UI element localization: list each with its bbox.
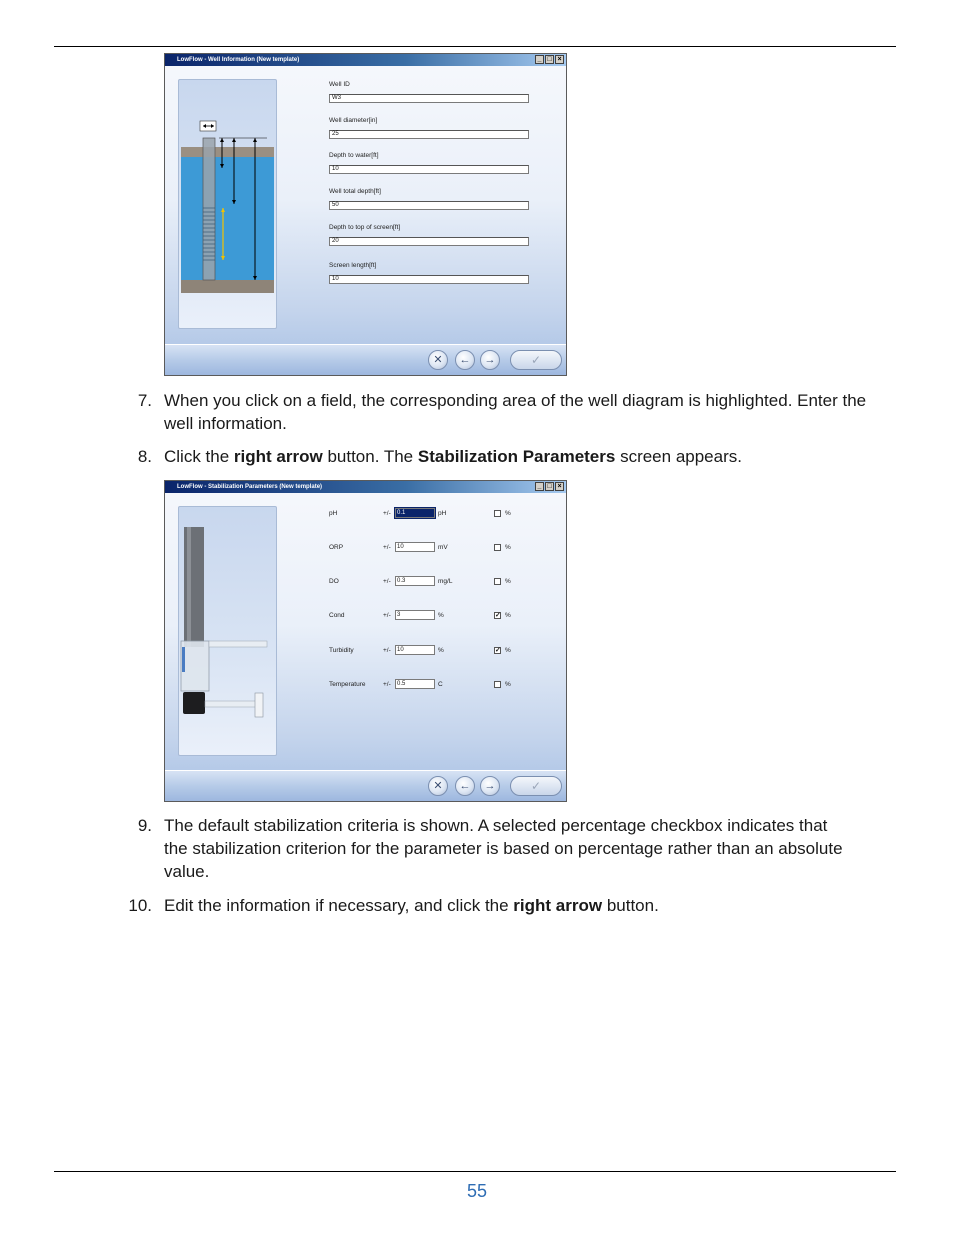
param-unit: pH — [438, 510, 447, 517]
close-button[interactable]: × — [555, 482, 564, 491]
temperature-tolerance-input[interactable]: 0.5 — [395, 679, 435, 689]
ph-tolerance-input[interactable]: 0.1 — [395, 508, 435, 518]
probe-image — [179, 507, 276, 755]
well-diagram — [179, 80, 276, 328]
percent-label: % — [505, 544, 511, 551]
depth-to-screen-input[interactable]: 20 — [329, 237, 529, 246]
param-name: ORP — [329, 544, 344, 551]
well-information-dialog — [164, 53, 567, 376]
param-row-temperature — [329, 679, 519, 691]
footer-rule — [54, 1171, 896, 1172]
arrow-left-icon[interactable]: ← — [455, 776, 475, 796]
arrow-right-icon[interactable]: → — [480, 350, 500, 370]
dialog-button-bar — [165, 344, 566, 375]
step-text: The default stabilization criteria is shown. A selected percentage checkbox indicates that the stabilization criterion for the parameter is based on percentage rather than an absolute value. — [164, 816, 843, 881]
percent-label: % — [505, 681, 511, 688]
param-row-do — [329, 576, 519, 588]
step-text: When you click on a field, the corresponding area of the well diagram is highlighted. Enter the well information. — [164, 391, 867, 433]
probe-image-panel — [178, 506, 277, 756]
dialog-title: LowFlow - Stabilization Parameters (New template) — [165, 481, 566, 493]
cond-percent-checkbox[interactable]: ✓ — [495, 612, 501, 619]
param-unit: % — [438, 612, 444, 619]
orp-percent-checkbox[interactable] — [494, 544, 501, 551]
maximize-button[interactable]: □ — [545, 55, 554, 64]
arrow-left-icon[interactable]: ← — [455, 350, 475, 370]
step-number: 10. — [128, 896, 152, 915]
header-rule — [54, 46, 896, 47]
field-label: Well ID — [329, 81, 350, 88]
param-name: pH — [329, 510, 338, 517]
param-row-cond — [329, 610, 519, 622]
param-name: Turbidity — [329, 647, 354, 654]
minimize-button[interactable]: _ — [535, 482, 544, 491]
param-unit: mg/L — [438, 578, 453, 585]
param-name: Cond — [329, 612, 345, 619]
well-diameter-input[interactable]: 25 — [329, 130, 529, 139]
turbidity-percent-checkbox[interactable]: ✓ — [495, 647, 501, 654]
plusminus-label: +/- — [383, 510, 391, 517]
check-icon[interactable]: ✓ — [510, 350, 562, 370]
field-label: Depth to top of screen[ft] — [329, 224, 401, 231]
well-id-input[interactable]: W3 — [329, 94, 529, 103]
param-name: DO — [329, 578, 339, 585]
ph-percent-checkbox[interactable] — [494, 510, 501, 517]
stabilization-parameters-dialog — [164, 480, 567, 802]
param-unit: C — [438, 681, 443, 688]
field-label: Screen length[ft] — [329, 262, 377, 269]
param-unit: mV — [438, 544, 448, 551]
plusminus-label: +/- — [383, 612, 391, 619]
percent-label: % — [505, 510, 511, 517]
well-diagram-panel — [178, 79, 277, 329]
screen-length-input[interactable]: 10 — [329, 275, 529, 284]
field-label: Well diameter[in] — [329, 117, 378, 124]
maximize-button[interactable]: □ — [545, 482, 554, 491]
orp-tolerance-input[interactable]: 10 — [395, 542, 435, 552]
depth-to-water-input[interactable]: 10 — [329, 165, 529, 174]
field-label: Depth to water[ft] — [329, 152, 379, 159]
percent-label: % — [505, 578, 511, 585]
plusminus-label: +/- — [383, 544, 391, 551]
well-total-depth-input[interactable]: 50 — [329, 201, 529, 210]
close-button[interactable]: × — [555, 55, 564, 64]
param-unit: % — [438, 647, 444, 654]
cancel-icon[interactable]: ✕ — [428, 776, 448, 796]
minimize-button[interactable]: _ — [535, 55, 544, 64]
cond-tolerance-input[interactable]: 3 — [395, 610, 435, 620]
param-row-turbidity — [329, 645, 519, 657]
plusminus-label: +/- — [383, 681, 391, 688]
window-controls — [535, 55, 564, 64]
dialog-button-bar — [165, 770, 566, 801]
check-icon[interactable]: ✓ — [510, 776, 562, 796]
field-label: Well total depth[ft] — [329, 188, 381, 195]
step-number: 9. — [137, 816, 152, 835]
do-percent-checkbox[interactable] — [494, 578, 501, 585]
param-row-orp — [329, 542, 519, 554]
step-number: 7. — [137, 391, 152, 410]
percent-label: % — [505, 612, 511, 619]
percent-label: % — [505, 647, 511, 654]
cancel-icon[interactable]: ✕ — [428, 350, 448, 370]
turbidity-tolerance-input[interactable]: 10 — [395, 645, 435, 655]
param-row-ph — [329, 508, 519, 520]
step-text: Click the right arrow button. The Stabilization Parameters screen appears. — [164, 447, 742, 466]
window-controls — [535, 482, 564, 491]
temperature-percent-checkbox[interactable] — [494, 681, 501, 688]
arrow-right-icon[interactable]: → — [480, 776, 500, 796]
dialog-title: LowFlow - Well Information (New template) — [165, 54, 566, 66]
do-tolerance-input[interactable]: 0.3 — [395, 576, 435, 586]
plusminus-label: +/- — [383, 647, 391, 654]
page-number: 55 — [466, 1181, 488, 1201]
step-number: 8. — [137, 447, 152, 466]
plusminus-label: +/- — [383, 578, 391, 585]
step-text: Edit the information if necessary, and click the right arrow button. — [164, 896, 659, 915]
param-name: Temperature — [329, 681, 366, 688]
